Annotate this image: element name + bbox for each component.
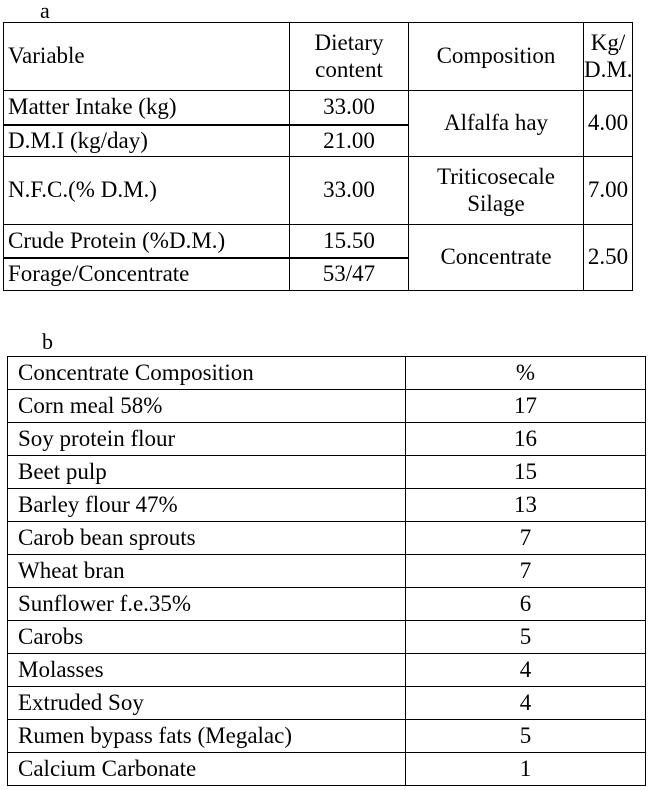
- ingredient-cell: Calcium Carbonate: [8, 753, 406, 786]
- table-row: [8, 588, 646, 621]
- value-cell: 15.50: [290, 225, 409, 258]
- percent-cell: 5: [406, 720, 646, 753]
- percent-cell: 4: [406, 687, 646, 720]
- header-composition: Composition: [409, 23, 584, 91]
- ingredient-cell: Carobs: [8, 621, 406, 654]
- composition-cell: Concentrate: [409, 225, 584, 291]
- percent-cell: 17: [406, 390, 646, 423]
- percent-cell: 5: [406, 621, 646, 654]
- table-row: [8, 654, 646, 687]
- concentrate-table-header: [8, 357, 646, 390]
- header-dietary-line1: Dietary: [314, 30, 384, 56]
- table-row: [4, 225, 633, 258]
- table-row: [8, 390, 646, 423]
- table-row: [4, 157, 633, 225]
- kg-cell: 2.50: [584, 225, 633, 291]
- table-row: [4, 91, 633, 125]
- ingredient-cell: Beet pulp: [8, 456, 406, 489]
- kg-cell: 7.00: [584, 157, 633, 225]
- header-variable: Variable: [4, 23, 290, 91]
- table-row: [8, 555, 646, 588]
- header-percent: %: [406, 357, 646, 390]
- ingredient-cell: Wheat bran: [8, 555, 406, 588]
- panel-a-label: a: [40, 0, 50, 23]
- table-row: [8, 753, 646, 786]
- table-row: [8, 687, 646, 720]
- ingredient-cell: Sunflower f.e.35%: [8, 588, 406, 621]
- table-row: [8, 522, 646, 555]
- variable-cell: Crude Protein (%D.M.): [4, 225, 290, 258]
- variable-cell: N.F.C.(% D.M.): [4, 157, 290, 225]
- header-dietary-content: [290, 23, 409, 91]
- percent-cell: 15: [406, 456, 646, 489]
- table-row: [8, 720, 646, 753]
- composition-line1: Triticosecale: [437, 164, 555, 190]
- table-row: [8, 489, 646, 522]
- composition-line2: Silage: [467, 190, 525, 216]
- concentrate-table: [7, 356, 646, 786]
- ingredient-cell: Corn meal 58%: [8, 390, 406, 423]
- percent-cell: 16: [406, 423, 646, 456]
- kg-cell: 4.00: [584, 91, 633, 157]
- panel-b-label: b: [42, 329, 53, 354]
- ingredient-cell: Rumen bypass fats (Megalac): [8, 720, 406, 753]
- diet-table-header: [4, 23, 633, 91]
- ingredient-cell: Soy protein flour: [8, 423, 406, 456]
- value-cell: 33.00: [290, 91, 409, 125]
- ingredient-cell: Barley flour 47%: [8, 489, 406, 522]
- variable-cell: Matter Intake (kg): [4, 91, 290, 125]
- composition-cell: Alfalfa hay: [409, 91, 584, 157]
- table-row: [8, 423, 646, 456]
- value-cell: 33.00: [290, 157, 409, 225]
- value-cell: 21.00: [290, 125, 409, 157]
- percent-cell: 6: [406, 588, 646, 621]
- value-cell: 53/47: [290, 258, 409, 291]
- ingredient-cell: Carob bean sprouts: [8, 522, 406, 555]
- header-kg-dm: [584, 23, 633, 91]
- ingredient-cell: Extruded Soy: [8, 687, 406, 720]
- percent-cell: 7: [406, 555, 646, 588]
- percent-cell: 4: [406, 654, 646, 687]
- header-concentrate-composition: Concentrate Composition: [8, 357, 406, 390]
- header-kg-line2: D.M.: [584, 56, 633, 82]
- table-row: [8, 621, 646, 654]
- variable-cell: Forage/Concentrate: [4, 258, 290, 291]
- percent-cell: 1: [406, 753, 646, 786]
- ingredient-cell: Molasses: [8, 654, 406, 687]
- header-kg-line1: Kg/: [590, 30, 626, 56]
- composition-cell: [409, 157, 584, 225]
- diet-table: [3, 22, 633, 291]
- header-dietary-line2: content: [315, 56, 383, 82]
- variable-cell: D.M.I (kg/day): [4, 125, 290, 157]
- table-row: [8, 456, 646, 489]
- percent-cell: 7: [406, 522, 646, 555]
- percent-cell: 13: [406, 489, 646, 522]
